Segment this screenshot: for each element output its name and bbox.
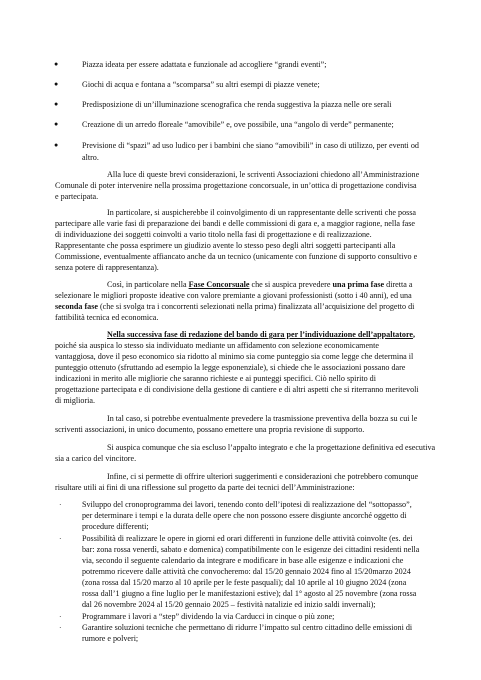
text-line: Rappresentante che possa esprimere un giudizio avente lo stesso peso degli altri soggetti partecipanti alla xyxy=(55,241,396,250)
text-line: di individuazione dei soggetti coinvolti a vario titolo nella fasi di progettazione e di realizzazione. xyxy=(55,230,372,239)
text-line: Alla luce di queste brevi considerazioni, le scriventi Associazioni chiedono all’Amministrazione xyxy=(107,170,420,179)
text-line: Nella successiva fase di redazione del bando di gara per l’individuazione dell’appaltatore, xyxy=(107,330,416,339)
text-line: progettazione partecipata e di condivisione della gestione di cantiere e di altri aspetti che si riterranno meritevoli xyxy=(55,385,419,394)
bullet-item-1: Piazza ideata per essere adattata e funzionale ad accogliere “grandi eventi”; xyxy=(82,60,327,69)
text-line: Si auspica comunque che sia escluso l’appalto integrato e che la progettazione definitiva ed esecutiva xyxy=(107,443,436,452)
dash-item-1-cont: per determinare i tempi e la durata delle opere che non possono essere disgiunte ancorché oggetto di xyxy=(82,511,407,520)
dash-item-2-cont: potremmo ricevere dalle attività che convocheremo: dal 15/20 gennaio 2024 fino al 15/20marzo 2024 xyxy=(82,567,411,576)
text-line: Comunale di poter intervenire nella prossima progettazione concorsuale, in un’ottica di progettazione condivisa xyxy=(55,181,417,190)
text-line: seconda fase (che si svolga tra i concorrenti selezionati nella prima) finalizzata all’acquisizione del progetto di xyxy=(55,302,415,311)
bullet-item-5-cont: altro. xyxy=(82,153,99,162)
bullet-item-4: Creazione di un arredo floreale “amovibile” e, ove possibile, una “angolo di verde” permanente; xyxy=(82,120,394,129)
text-line: Infine, ci si permette di offrire ulteriori suggerimenti e considerazioni che potrebbero comunque xyxy=(107,472,419,481)
text-line: poiché sia auspica lo stesso sia individuato mediante un affidamento con selezione economicamente xyxy=(55,341,379,350)
text-line: Così, in particolare nella Fase Concorsuale che si auspica prevedere una prima fase diretta a xyxy=(107,280,413,289)
text-line: selezionare le migliori proposte ideative con valore premiante a giovani professionisti (sotto i 40 anni), ed una xyxy=(55,291,412,300)
dash-item-1: Sviluppo del cronoprogramma dei lavori, tenendo conto dell’ipotesi di realizzazione del “sottopasso”, xyxy=(82,500,412,509)
bullet-item-2: Giochi di acqua e fontana a “scomparsa” su altri esempi di piazze venete; xyxy=(82,80,320,89)
text-line: e partecipata. xyxy=(55,192,99,201)
dash-item-1-cont: procedure differenti; xyxy=(82,522,149,531)
dash-item-2-cont: (zona rossa dal 15/20 marzo al 10 aprile per le feste pasquali); dal 10 aprile al 10 giugno 2024 (zona xyxy=(82,578,407,587)
text-line: Commissione, eventualmente affiancato anche da un tecnico (unicamente con funzione di supporto consultivo e xyxy=(55,252,418,261)
dash-item-3: Programmare i lavori a “step” dividendo la via Carducci in cinque o più zone; xyxy=(82,612,335,621)
seconda-fase-emphasis: seconda fase xyxy=(55,302,98,311)
bando-di-gara-heading: Nella successiva fase di redazione del bando di gara per l’individuazione dell’appaltatore xyxy=(107,330,414,339)
prima-fase-emphasis: una prima fase xyxy=(332,280,385,289)
dash-item-4-cont: rumore e polveri; xyxy=(82,634,139,643)
text-line: partecipare alle varie fasi di preparazione dei bandi e delle commissioni di gara e, a maggior ragione, nella fase xyxy=(55,219,416,228)
dash-item-2-cont: rossa dall’1 giugno a fine luglio per le manifestazioni estive); dal 1° agosto al 25 novembre (zona rossa xyxy=(82,589,417,598)
dash-item-2-cont: bar: zona rossa venerdì, sabato e domenica) compatibilmente con le esigenze dei cittadini residenti nella xyxy=(82,545,420,554)
bullet-marker: ● xyxy=(54,80,59,88)
text-line: indicazioni in merito alle migliorie che saranno richieste e ai punteggi specifici. Ciò nello spirito di xyxy=(55,374,376,383)
dash-item-2-cont: via, secondo il seguente calendario da integrare e modificare in base alle esigenze e indicazioni che xyxy=(82,556,404,565)
text-line: In tal caso, si potrebbe eventualmente prevedere la trasmissione preventiva della bozza su cui le xyxy=(107,414,418,423)
dash-marker: · xyxy=(59,534,62,543)
bullet-item-3: Predisposizione di un’illuminazione scenografica che renda suggestiva la piazza nelle ore serali xyxy=(82,100,392,109)
text-line: In particolare, si auspicherebbe il coinvolgimento di un rappresentante delle scriventi che possa xyxy=(107,208,417,217)
bullet-marker: ● xyxy=(54,120,59,128)
bullet-marker: ● xyxy=(54,100,59,108)
fase-concorsuale-heading: Fase Concorsuale xyxy=(188,280,250,289)
dash-marker: · xyxy=(59,612,62,621)
dash-marker: · xyxy=(59,623,62,632)
text-line: senza potere di rappresentanza). xyxy=(55,263,159,272)
text-line: fattibilità tecnica ed economica. xyxy=(55,313,159,322)
dash-item-4: Garantire soluzioni tecniche che permettano di ridurre l’impatto sul centro cittadino delle emissioni di xyxy=(82,623,413,632)
text-line: scriventi associazioni, in unico documento, possano emettere una propria revisione di supporto. xyxy=(55,425,365,434)
dash-marker: · xyxy=(59,500,62,509)
text-line: punteggio ottenuto (sfruttando ad esempio la legge esponenziale), si chiede che le associazioni possano dare xyxy=(55,363,406,372)
text-line: sia a carico del vincitore. xyxy=(55,454,137,463)
text-line: risultare utili ai fini di una riflessione sul progetto da parte dei tecnici dell’Amministrazione: xyxy=(55,483,355,492)
dash-item-2: Possibilità di realizzare le opere in giorni ed orari differenti in funzione delle attività coinvolte (es. dei xyxy=(82,534,413,543)
text-line: di miglioria. xyxy=(55,396,96,405)
bullet-marker: ● xyxy=(54,60,59,68)
text-line: vantaggiosa, dove il peso economico sia ridotto al minimo sia come punteggio sia come legge che determina il xyxy=(55,352,414,361)
dash-item-2-cont: dal 26 novembre 2024 al 15/20 gennaio 2025 – festività natalizie ed inizio saldi invernali); xyxy=(82,600,376,609)
bullet-item-5: Previsione di “spazi” ad uso ludico per i bambini che siano “amovibili” in caso di utilizzo, per eventi od xyxy=(82,141,419,150)
bullet-marker: ● xyxy=(54,141,59,149)
